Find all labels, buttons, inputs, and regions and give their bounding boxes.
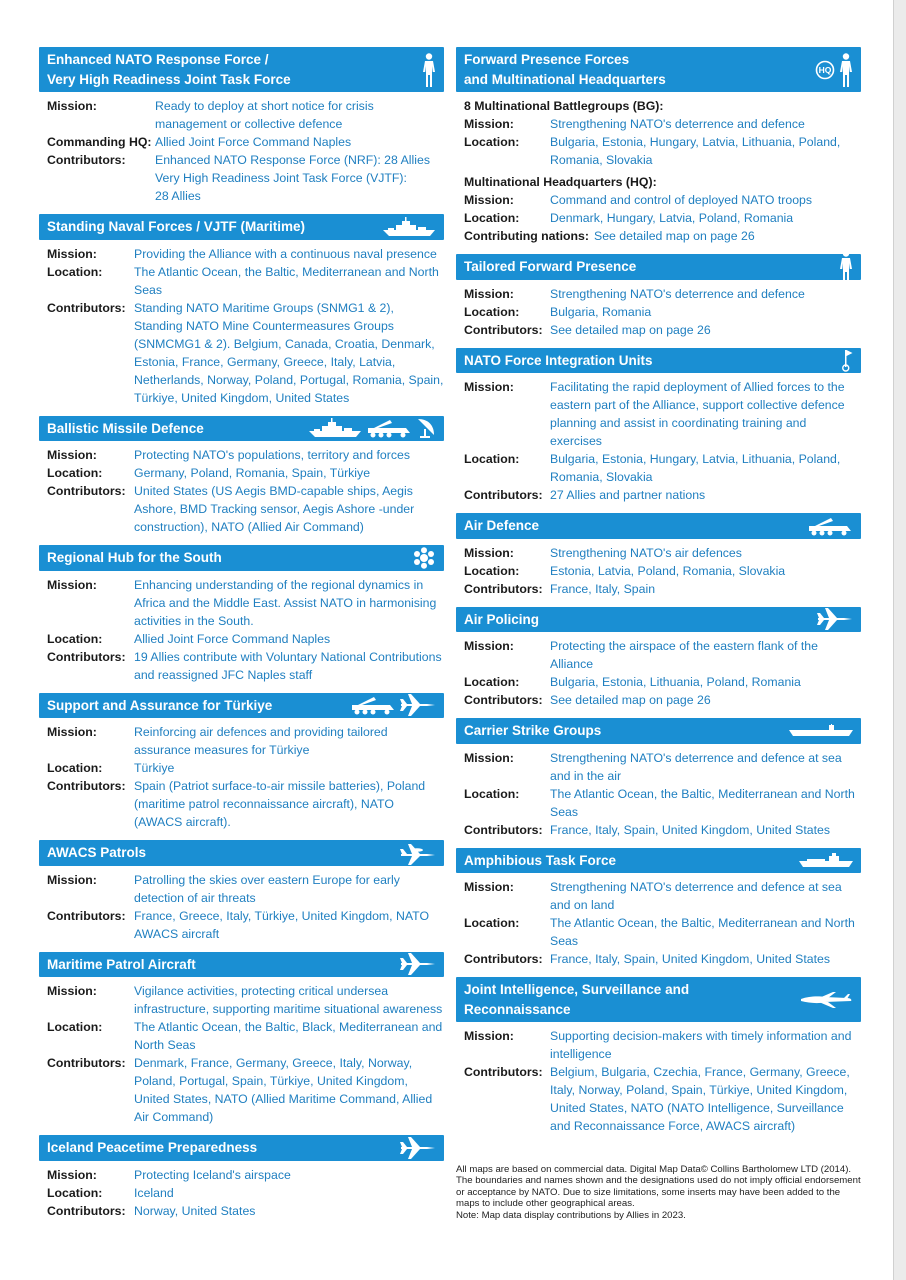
section-title: Tailored Forward Presence xyxy=(464,259,637,274)
section-icons xyxy=(422,53,436,87)
row-label: Contributors: xyxy=(464,581,543,596)
row-label: Contributors: xyxy=(47,153,126,167)
row-label: Location: xyxy=(464,563,520,578)
row-label: Contributors: xyxy=(47,908,126,923)
row-value: Supporting decision-makers with timely information and intelligence xyxy=(550,1029,852,1061)
jet-icon xyxy=(400,1136,436,1160)
group-heading: 8 Multinational Battlegroups (BG): xyxy=(464,99,664,113)
section-title-line: Very High Readiness Joint Task Force xyxy=(47,71,291,87)
info-row xyxy=(464,321,861,339)
row-label: Mission: xyxy=(464,1029,514,1043)
row-value: Strengthening NATO's deterrence and defence xyxy=(550,117,805,131)
section-icons xyxy=(799,852,853,868)
info-row xyxy=(464,785,861,821)
section-awacs-patrols xyxy=(39,840,444,943)
section-icons xyxy=(382,217,436,237)
drone-icon xyxy=(799,990,853,1010)
section-iceland-peacetime-preparedness xyxy=(39,1135,444,1220)
section-forward-presence-forces-and-multinational-headquarters xyxy=(456,47,861,245)
row-value: Strengthening NATO's deterrence and defence xyxy=(550,286,805,301)
section-icons xyxy=(841,348,853,372)
info-row xyxy=(464,950,861,968)
row-value: Allied Joint Force Command Naples xyxy=(155,135,352,149)
row-value: Command and control of deployed NATO troops xyxy=(550,193,813,207)
section-ballistic-missile-defence xyxy=(39,416,444,537)
warship-icon xyxy=(308,418,362,438)
row-value: Facilitating the rapid deployment of Allied forces to the eastern part of the Alliance, support collective defence planning and assist in coordinating training and exercises xyxy=(550,380,845,448)
section-icons xyxy=(817,607,853,631)
info-row xyxy=(47,151,444,205)
section-header xyxy=(39,693,444,719)
row-value: See detailed map on page 26 xyxy=(594,229,755,243)
info-row xyxy=(464,486,861,504)
info-row xyxy=(47,907,444,943)
footnote xyxy=(456,1164,862,1221)
section-icons xyxy=(400,952,436,976)
info-row xyxy=(47,133,444,151)
section-icons xyxy=(789,724,853,738)
section-title-line: Forward Presence Forces xyxy=(464,52,630,67)
section-title: Ballistic Missile Defence xyxy=(47,420,204,436)
row-value-line: 28 Allies xyxy=(155,189,201,203)
info-row xyxy=(47,759,444,777)
section-header xyxy=(39,952,444,978)
info-row xyxy=(464,285,861,303)
jet-icon xyxy=(400,693,436,717)
section-title: Support and Assurance for Türkiye xyxy=(47,697,273,713)
section-body xyxy=(456,280,861,339)
info-row xyxy=(47,1018,444,1054)
row-label: Mission: xyxy=(47,1167,97,1182)
info-row xyxy=(464,303,861,321)
soldier-icon xyxy=(422,53,436,87)
section-body xyxy=(456,539,861,598)
info-row xyxy=(464,580,861,598)
section-icons xyxy=(799,990,853,1010)
info-row xyxy=(47,723,444,759)
row-label: Mission: xyxy=(464,545,514,560)
info-row xyxy=(464,378,861,450)
svg-text:HQ: HQ xyxy=(818,64,832,75)
section-icons xyxy=(412,547,436,569)
section-air-policing xyxy=(456,607,861,710)
row-label: Contributors: xyxy=(464,822,543,837)
row-value: Bulgaria, Estonia, Hungary, Latvia, Lithuania, Poland, Romania, Slovakia xyxy=(550,135,841,167)
row-label: Location: xyxy=(464,452,520,466)
section-title: Air Defence xyxy=(464,518,540,533)
info-row xyxy=(47,263,444,299)
section-joint-intelligence-surveillance-and-reconnaissance xyxy=(456,977,861,1135)
info-row xyxy=(464,1063,861,1135)
info-row xyxy=(47,982,444,1018)
row-label: Mission: xyxy=(464,639,514,653)
row-value: Spain (Patriot surface-to-air missile batteries), Poland (maritime patrol reconnaissance aircraft), NATO (AWACS aircraft). xyxy=(134,779,426,829)
info-row xyxy=(464,637,861,673)
row-label: Location: xyxy=(47,631,103,646)
section-header xyxy=(456,348,861,374)
info-row xyxy=(47,1166,444,1184)
section-header xyxy=(456,47,861,92)
section-header xyxy=(456,848,861,874)
info-row xyxy=(464,544,861,562)
awacs-icon xyxy=(400,841,436,865)
info-row xyxy=(47,464,444,482)
flag-icon xyxy=(841,348,853,372)
row-label: Contributors: xyxy=(47,1056,126,1070)
row-label: Location: xyxy=(47,466,103,480)
info-row xyxy=(47,630,444,648)
row-value: Patrolling the skies over eastern Europe for early detection of air threats xyxy=(134,872,400,905)
section-tailored-forward-presence xyxy=(456,254,861,339)
row-value: The Atlantic Ocean, the Baltic, Black, Mediterranean and North Seas xyxy=(134,1020,443,1052)
row-label: Mission: xyxy=(464,193,514,207)
row-label: Location: xyxy=(464,675,520,689)
section-body xyxy=(456,92,861,245)
row-value: Standing NATO Maritime Groups (SNMG1 & 2), Standing NATO Mine Countermeasures Groups (SNMCMG1 & 2). Belgium, Canada, Croatia, Denmark, Estonia, France, Germany, Greece, Italy, Latvia, Netherlands, Norway, Poland, Portugal, Romania, Spain, Türkiye, United Kingdom, United States xyxy=(134,300,444,405)
row-label: Contributors: xyxy=(47,484,126,498)
info-row xyxy=(464,227,861,245)
row-label: Location: xyxy=(47,264,103,279)
row-label: Mission: xyxy=(464,880,514,894)
info-row xyxy=(464,133,861,169)
info-row xyxy=(464,878,861,914)
radar-icon xyxy=(416,417,436,439)
jet-icon xyxy=(400,952,436,976)
row-label: Location: xyxy=(464,786,520,801)
section-body xyxy=(456,873,861,968)
section-icons xyxy=(807,516,853,536)
page-edge xyxy=(893,0,906,1280)
row-value: Bulgaria, Estonia, Lithuania, Poland, Romania xyxy=(550,675,801,689)
jet-icon xyxy=(817,607,853,631)
row-value: Protecting the airspace of the eastern flank of the Alliance xyxy=(550,639,818,671)
info-row xyxy=(47,1202,444,1220)
row-label: Mission: xyxy=(464,286,514,301)
info-row xyxy=(47,482,444,536)
info-row xyxy=(47,1054,444,1126)
row-value: Vigilance activities, protecting critical undersea infrastructure, supporting maritime situational awareness xyxy=(134,984,443,1016)
section-title: Air Policing xyxy=(464,611,540,627)
row-value: Strengthening NATO's air defences xyxy=(550,545,742,560)
row-label: Contributors: xyxy=(47,1203,126,1218)
info-row xyxy=(47,576,444,630)
row-value: Norway, United States xyxy=(134,1203,256,1218)
row-value xyxy=(155,151,444,205)
warship-icon xyxy=(382,217,436,237)
section-body xyxy=(39,718,444,831)
section-support-and-assurance-for-t-rkiye xyxy=(39,693,444,832)
row-label: Mission: xyxy=(47,577,97,592)
section-header xyxy=(39,1135,444,1161)
row-label: Contributors: xyxy=(464,952,543,966)
row-label: Location: xyxy=(47,1020,103,1034)
row-value: See detailed map on page 26 xyxy=(550,693,711,707)
section-header xyxy=(456,254,861,280)
row-value: The Atlantic Ocean, the Baltic, Mediterranean and North Seas xyxy=(550,916,855,948)
section-maritime-patrol-aircraft xyxy=(39,952,444,1127)
info-row xyxy=(47,245,444,263)
section-header xyxy=(39,545,444,571)
row-value: United States (US Aegis BMD-capable ships, Aegis Ashore, BMD Tracking sensor, Aegis Ashore -under construction), NATO (Allied Air Command) xyxy=(134,484,415,534)
section-title: Standing Naval Forces / VJTF (Maritime) xyxy=(47,219,306,234)
footnote-note: Note: Map data display contributions by Allies in 2023. xyxy=(456,1209,686,1221)
row-value: Iceland xyxy=(134,1185,174,1200)
info-row xyxy=(464,450,861,486)
section-title xyxy=(47,50,436,89)
section-body xyxy=(456,632,861,709)
row-label: Mission: xyxy=(47,984,97,998)
section-body xyxy=(39,92,444,205)
section-body xyxy=(456,1022,861,1135)
row-value: Enhancing understanding of the regional dynamics in Africa and the Middle East. Assist NATO in harmonising activities in the South. xyxy=(134,577,437,628)
section-body xyxy=(39,1161,444,1220)
info-row xyxy=(47,1184,444,1202)
row-value: 27 Allies and partner nations xyxy=(550,488,706,502)
row-label: Mission: xyxy=(464,750,514,765)
row-label: Commanding HQ: xyxy=(47,135,152,149)
row-label: Mission: xyxy=(47,99,97,113)
section-icons xyxy=(400,841,436,865)
row-value: Germany, Poland, Romania, Spain, Türkiye xyxy=(134,466,371,480)
section-nato-force-integration-units xyxy=(456,348,861,505)
info-row xyxy=(464,914,861,950)
section-title: Amphibious Task Force xyxy=(464,852,617,868)
soldier-icon xyxy=(839,53,853,87)
missile-launcher-icon xyxy=(807,516,853,536)
section-body xyxy=(456,373,861,504)
row-label: Mission: xyxy=(464,380,514,394)
section-title: Regional Hub for the South xyxy=(47,550,222,565)
info-row xyxy=(47,777,444,831)
carrier-icon xyxy=(789,724,853,738)
section-header xyxy=(456,718,861,744)
amphibious-ship-icon xyxy=(799,852,853,868)
section-icons xyxy=(839,250,853,284)
row-value: Denmark, France, Germany, Greece, Italy, Norway, Poland, Portugal, Spain, Türkiye, United Kingdom, United States, NATO (Allied Maritime Command, Allied Air Command) xyxy=(134,1056,433,1124)
row-value: The Atlantic Ocean, the Baltic, Mediterranean and North Seas xyxy=(550,786,855,819)
section-enhanced-nato-response-force-very-high-readiness-joint-task-force xyxy=(39,47,444,205)
info-row xyxy=(464,115,861,133)
row-value: Reinforcing air defences and providing tailored assurance measures for Türkiye xyxy=(134,725,388,757)
section-header xyxy=(39,214,444,240)
group-heading: Multinational Headquarters (HQ): xyxy=(464,175,657,189)
info-row xyxy=(464,562,861,580)
row-value: Strengthening NATO's deterrence and defence at sea and in the air xyxy=(550,750,842,783)
row-label: Contributors: xyxy=(464,322,543,337)
section-icons xyxy=(308,417,436,439)
row-value: 19 Allies contribute with Voluntary National Contributions and reassigned JFC Naples staff xyxy=(134,649,442,682)
row-value: Denmark, Hungary, Latvia, Poland, Romania xyxy=(550,211,794,225)
footnote-text: All maps are based on commercial data. Digital Map Data© Collins Bartholomew LTD (2014). The boundaries and names shown and the designations used do not imply official endorsement or acceptance by NATO. Due to size limitations, some inserts may have been added to the maps to include other geographical areas. xyxy=(456,1164,861,1210)
info-row xyxy=(464,209,861,227)
row-value: Allied Joint Force Command Naples xyxy=(134,631,331,646)
missile-launcher-icon xyxy=(350,695,396,715)
info-row xyxy=(464,749,861,785)
section-header xyxy=(456,977,861,1022)
row-label: Location: xyxy=(464,916,520,930)
section-title-line: and Multinational Headquarters xyxy=(464,71,666,87)
info-row xyxy=(47,299,444,407)
row-value: Türkiye xyxy=(134,761,175,775)
section-body xyxy=(39,441,444,536)
info-row xyxy=(464,691,861,709)
section-air-defence xyxy=(456,513,861,598)
section-title: Joint Intelligence, Surveillance and Reconnaissance xyxy=(464,982,690,1017)
row-value: Protecting Iceland's airspace xyxy=(134,1167,291,1182)
row-value: Bulgaria, Romania xyxy=(550,304,652,319)
row-label: Location: xyxy=(47,1185,103,1200)
row-value-line: Enhanced NATO Response Force (NRF): 28 Allies xyxy=(155,153,430,167)
row-label: Location: xyxy=(464,135,520,149)
row-label: Mission: xyxy=(47,872,97,887)
row-value: Strengthening NATO's deterrence and defence at sea and on land xyxy=(550,880,842,912)
section-carrier-strike-groups xyxy=(456,718,861,839)
row-label: Location: xyxy=(464,211,520,225)
section-title: Iceland Peacetime Preparedness xyxy=(47,1140,258,1155)
hq-icon xyxy=(815,60,835,80)
hub-icon xyxy=(412,547,436,569)
row-value: France, Italy, Spain, United Kingdom, United States xyxy=(550,822,831,837)
left-column xyxy=(39,47,444,1229)
row-value: Ready to deploy at short notice for crisis management or collective defence xyxy=(155,99,374,131)
section-title: NATO Force Integration Units xyxy=(464,352,653,368)
section-header xyxy=(39,47,444,92)
section-body xyxy=(456,744,861,839)
row-value: France, Italy, Spain, United Kingdom, United States xyxy=(550,952,831,966)
info-row xyxy=(464,673,861,691)
section-body xyxy=(39,571,444,684)
row-value: France, Greece, Italy, Türkiye, United Kingdom, NATO AWACS aircraft xyxy=(134,908,430,941)
row-value-line: Very High Readiness Joint Task Force (VJTF): xyxy=(155,171,407,185)
row-label: Contributors: xyxy=(47,649,126,664)
missile-launcher-icon xyxy=(366,418,412,438)
row-value: Bulgaria, Estonia, Hungary, Latvia, Lithuania, Poland, Romania, Slovakia xyxy=(550,452,841,484)
info-row xyxy=(47,97,444,133)
section-body xyxy=(39,977,444,1126)
section-title: Maritime Patrol Aircraft xyxy=(47,956,196,972)
section-icons xyxy=(350,693,436,717)
info-row xyxy=(47,648,444,684)
section-title xyxy=(464,50,853,89)
info-row xyxy=(464,191,861,209)
row-label: Contributing nations: xyxy=(464,229,589,243)
section-header xyxy=(456,607,861,633)
row-label: Mission: xyxy=(47,246,97,261)
section-icons xyxy=(400,1136,436,1160)
section-header xyxy=(39,840,444,866)
row-value: See detailed map on page 26 xyxy=(550,322,711,337)
row-value: Providing the Alliance with a continuous naval presence xyxy=(134,246,437,261)
row-value: Belgium, Bulgaria, Czechia, France, Germany, Greece, Italy, Norway, Poland, Spain, Türkiye, United Kingdom, United States, NATO (NATO Intelligence, Surveillance and Reconnaissance Force, AWACS aircraft) xyxy=(550,1065,850,1133)
section-title: AWACS Patrols xyxy=(47,845,147,860)
row-label: Contributors: xyxy=(464,1065,543,1079)
row-value: France, Italy, Spain xyxy=(550,581,656,596)
section-title: Carrier Strike Groups xyxy=(464,723,602,738)
soldier-icon xyxy=(839,250,853,284)
row-label: Contributors: xyxy=(464,693,543,707)
row-label: Location: xyxy=(47,761,103,775)
row-label: Contributors: xyxy=(47,300,126,315)
section-amphibious-task-force xyxy=(456,848,861,969)
row-value: Estonia, Latvia, Poland, Romania, Slovakia xyxy=(550,563,786,578)
right-column xyxy=(456,47,861,1144)
section-header xyxy=(39,416,444,442)
section-icons xyxy=(815,53,853,87)
section-header xyxy=(456,513,861,539)
section-body xyxy=(39,240,444,407)
row-value: Protecting NATO's populations, territory and forces xyxy=(134,448,410,462)
row-label: Mission: xyxy=(47,448,97,462)
section-standing-naval-forces-vjtf-maritime xyxy=(39,214,444,407)
info-row xyxy=(464,821,861,839)
row-value: The Atlantic Ocean, the Baltic, Mediterranean and North Seas xyxy=(134,264,439,297)
section-body xyxy=(39,866,444,943)
row-label: Contributors: xyxy=(464,488,543,502)
row-label: Contributors: xyxy=(47,779,126,793)
row-label: Mission: xyxy=(47,725,97,739)
section-regional-hub-for-the-south xyxy=(39,545,444,684)
info-row xyxy=(47,446,444,464)
info-row xyxy=(464,1027,861,1063)
info-row xyxy=(47,871,444,907)
section-title-line: Enhanced NATO Response Force / xyxy=(47,52,269,67)
row-label: Mission: xyxy=(464,117,514,131)
row-label: Location: xyxy=(464,304,520,319)
